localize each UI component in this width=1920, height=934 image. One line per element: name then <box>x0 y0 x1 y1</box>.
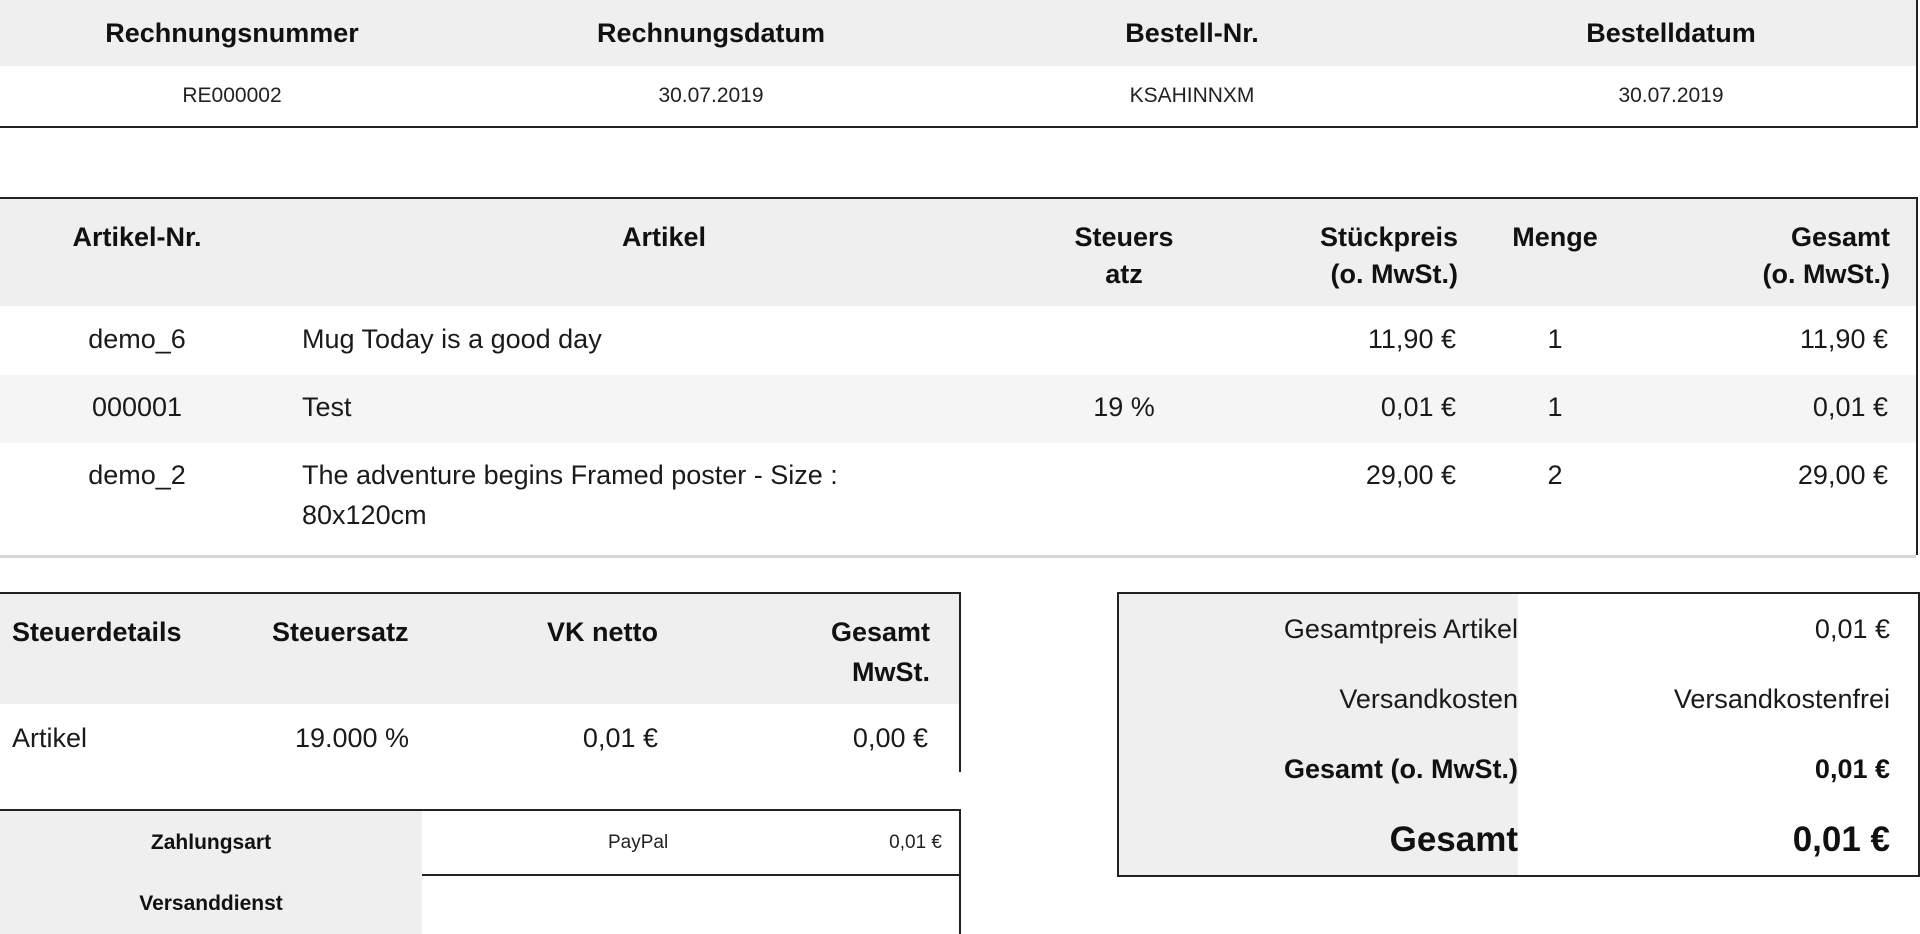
order-number: KSAHINNXM <box>1129 84 1255 107</box>
article-unit-price: 11,90 € <box>1367 324 1456 354</box>
article-unit-price: 29,00 € <box>1365 460 1456 490</box>
shipping-cost-row <box>1119 664 1918 734</box>
article-total: 29,00 € <box>1797 460 1888 490</box>
net-total-label: Gesamt (o. MwSt.) <box>1283 753 1518 784</box>
article-total: 11,90 € <box>1799 324 1888 354</box>
header-total-vat: Gesamt MwSt. <box>830 617 930 687</box>
article-tax-rate: 19 % <box>1093 392 1155 422</box>
header-quantity: Menge <box>1512 222 1598 252</box>
tax-details-label: Artikel <box>12 723 88 753</box>
shipping-cost-label: Versandkosten <box>1339 683 1518 714</box>
header-tax-rate: Steuers atz <box>1074 222 1174 289</box>
table-row <box>0 704 959 772</box>
total-vat-value: 0,00 € <box>852 723 928 753</box>
payment-method-row <box>0 811 959 876</box>
table-row <box>0 375 1916 446</box>
article-name: The adventure begins Framed poster - Size : 80x120cm <box>302 460 838 530</box>
invoice-meta-table <box>0 0 1918 128</box>
article-quantity: 1 <box>1547 392 1563 422</box>
article-quantity: 2 <box>1547 460 1563 490</box>
payment-method-value: PayPal <box>608 831 669 853</box>
header-net-price: VK netto <box>547 617 658 647</box>
shipping-service-label: Versanddienst <box>0 874 422 934</box>
header-invoice-number: Rechnungsnummer <box>105 17 359 48</box>
grand-total-value: 0,01 € <box>1792 820 1890 859</box>
payment-shipping-table <box>0 809 961 934</box>
net-total-row <box>1119 734 1918 804</box>
header-tax-details: Steuerdetails <box>12 617 182 647</box>
header-order-number: Bestell-Nr. <box>1125 17 1259 48</box>
totals-box <box>1117 592 1920 877</box>
items-total-row <box>1119 594 1918 664</box>
article-name: Mug Today is a good day <box>302 324 602 354</box>
payment-method-amount: 0,01 € <box>889 831 942 853</box>
net-price-value: 0,01 € <box>582 723 658 753</box>
invoice-date: 30.07.2019 <box>658 84 764 107</box>
grand-total-label: Gesamt <box>1389 820 1518 859</box>
items-header-row <box>0 199 1916 310</box>
header-order-date: Bestelldatum <box>1586 17 1756 48</box>
article-quantity: 1 <box>1547 324 1563 354</box>
header-invoice-date: Rechnungsdatum <box>596 17 825 48</box>
article-number: 000001 <box>91 392 183 422</box>
net-total-value: 0,01 € <box>1814 753 1890 784</box>
article-number: demo_2 <box>88 460 186 490</box>
items-total-value: 0,01 € <box>1814 613 1890 644</box>
table-row <box>0 443 1916 558</box>
header-total: Gesamt (o. MwSt.) <box>1762 222 1890 289</box>
invoice-number: RE000002 <box>182 84 282 107</box>
header-article: Artikel <box>621 222 707 252</box>
payment-method-label: Zahlungsart <box>0 811 422 874</box>
table-row <box>0 306 1916 378</box>
article-unit-price: 0,01 € <box>1380 392 1456 422</box>
header-unit-price: Stückpreis (o. MwSt.) <box>1319 222 1458 289</box>
grand-total-row <box>1119 804 1918 876</box>
items-total-label: Gesamtpreis Artikel <box>1283 613 1518 644</box>
tax-details-header-row <box>0 594 959 704</box>
article-name: Test <box>302 392 352 422</box>
header-tax-rate: Steuersatz <box>272 617 409 647</box>
article-total: 0,01 € <box>1812 392 1888 422</box>
invoice-meta-header-row <box>0 0 1916 66</box>
order-date: 30.07.2019 <box>1618 84 1724 107</box>
items-table <box>0 197 1918 555</box>
header-article-number: Artikel-Nr. <box>72 222 202 252</box>
shipping-cost-value: Versandkostenfrei <box>1673 683 1890 714</box>
article-number: demo_6 <box>88 324 186 354</box>
invoice-meta-value-row <box>0 66 1916 126</box>
tax-details-table <box>0 592 961 772</box>
tax-rate-value: 19.000 % <box>294 723 410 753</box>
shipping-service-row <box>0 874 959 934</box>
